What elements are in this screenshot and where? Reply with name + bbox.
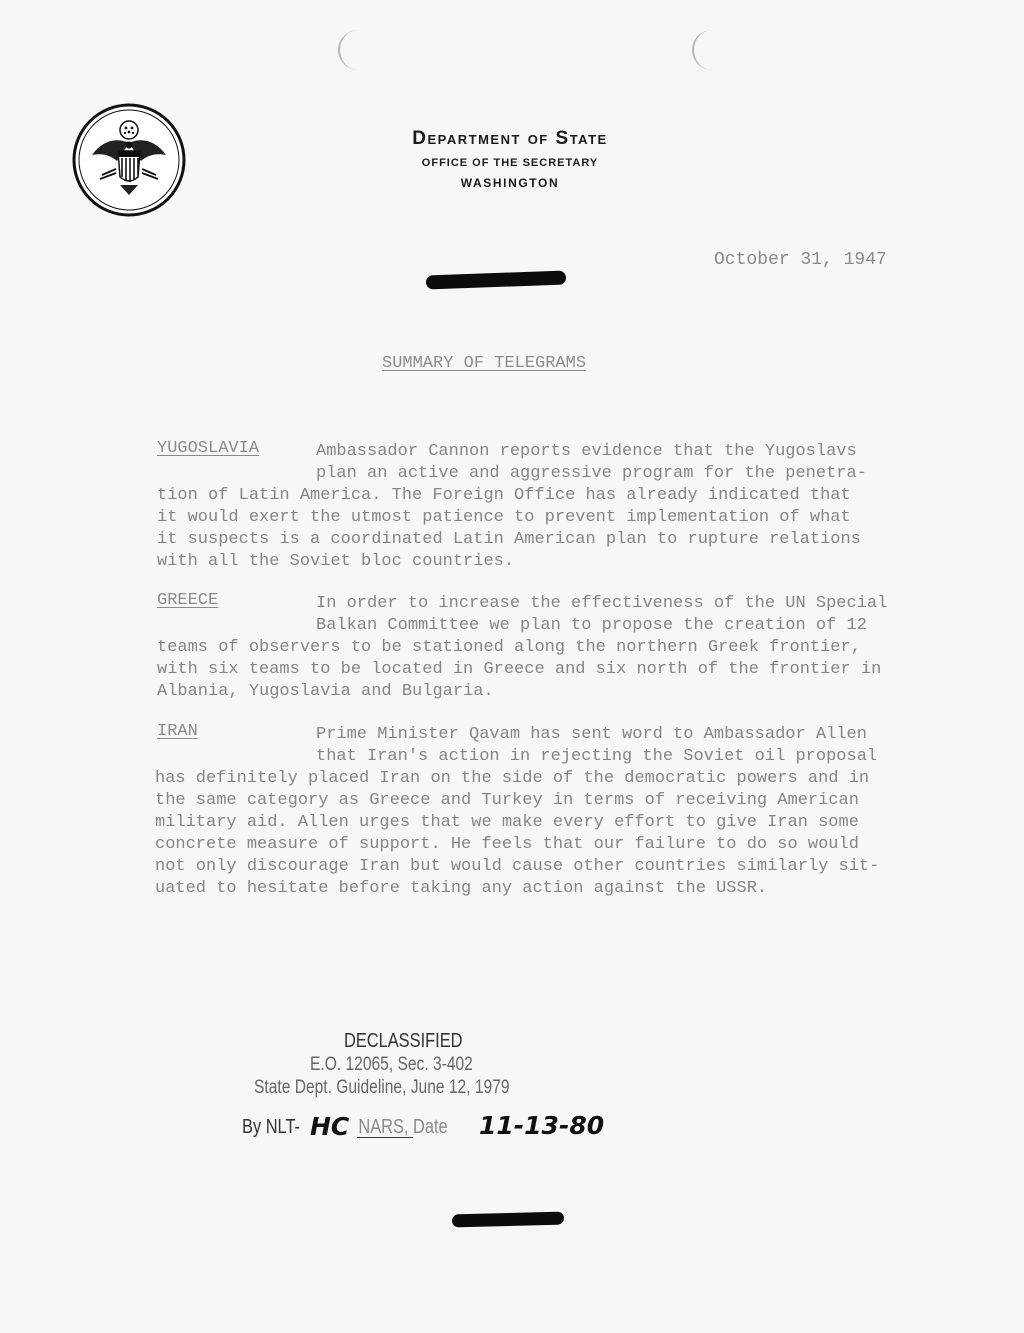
section-heading: IRAN: [157, 722, 198, 741]
section-line: it suspects is a coordinated Latin American plan to rupture relations: [157, 530, 861, 549]
nars-date-label: NARS, Date: [358, 1116, 448, 1138]
section-line: Ambassador Cannon reports evidence that the Yugoslavs: [316, 442, 857, 461]
section-line: uated to hesitate before taking any action against the USSR.: [155, 879, 768, 898]
section-heading: YUGOSLAVIA: [157, 439, 260, 458]
signature-underline: [357, 1137, 413, 1138]
section-line: tion of Latin America. The Foreign Office has already indicated that: [157, 486, 851, 505]
section-line: concrete measure of support. He feels that our failure to do so would: [155, 835, 859, 854]
section-line: with six teams to be located in Greece and six north of the frontier in: [157, 660, 882, 679]
document-title: SUMMARY OF TELEGRAMS: [382, 354, 587, 373]
letterhead: [300, 128, 720, 190]
declassified-stamp-heading: DECLASSIFIED: [344, 1030, 463, 1052]
section-line: Prime Minister Qavam has sent word to Ambassador Allen: [316, 725, 867, 744]
declassified-guideline: State Dept. Guideline, June 12, 1979: [254, 1077, 510, 1098]
section-line: the same category as Greece and Turkey in terms of receiving American: [155, 791, 859, 810]
section-line: has definitely placed Iran on the side of the democratic powers and in: [155, 769, 870, 788]
handwritten-date: 11-13-80: [479, 1111, 605, 1140]
section-line: plan an active and aggressive program for the penetra-: [316, 464, 867, 483]
office-subtitle: OFFICE OF THE SECRETARY: [421, 157, 599, 169]
section-line: that Iran's action in rejecting the Soviet oil proposal: [316, 747, 878, 766]
section-line: not only discourage Iran but would cause other countries similarly sit-: [155, 857, 880, 876]
section-line: Albania, Yugoslavia and Bulgaria.: [157, 682, 494, 701]
punch-hole-left: [338, 30, 362, 70]
by-label: By NLT-: [242, 1116, 301, 1138]
redaction-mark-bottom: [452, 1212, 564, 1228]
department-title: Department of State: [412, 128, 608, 149]
handwritten-initials: HC: [310, 1112, 350, 1141]
section-line: military aid. Allen urges that we make every effort to give Iran some: [155, 813, 859, 832]
great-seal-icon: [72, 103, 186, 217]
section-heading: GREECE: [157, 591, 219, 610]
redaction-mark-top: [426, 271, 566, 290]
section-line: with all the Soviet bloc countries.: [157, 552, 515, 571]
document-date: October 31, 1947: [714, 250, 887, 270]
declassified-authority: E.O. 12065, Sec. 3-402: [310, 1054, 473, 1075]
punch-hole-right: [692, 30, 716, 70]
city-line: WASHINGTON: [460, 176, 560, 190]
section-line: teams of observers to be stationed along the northern Greek frontier,: [157, 638, 861, 657]
section-line: Balkan Committee we plan to propose the creation of 12: [316, 616, 867, 635]
section-line: In order to increase the effectiveness of the UN Special: [316, 594, 888, 613]
section-line: it would exert the utmost patience to prevent implementation of what: [157, 508, 851, 527]
